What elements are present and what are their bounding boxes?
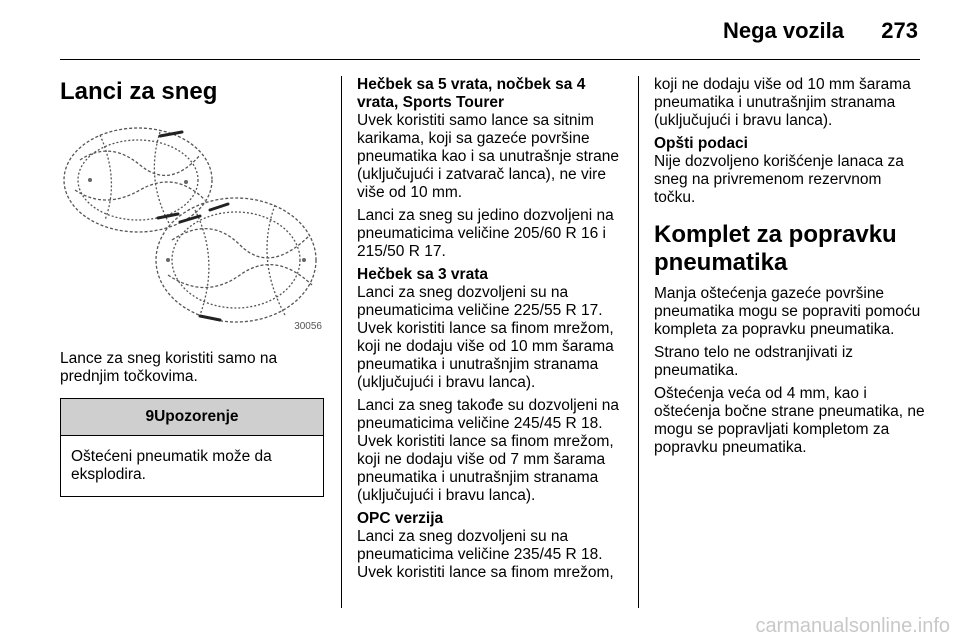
subheading-hatchback-3-door: Hečbek sa 3 vrata: [357, 266, 488, 283]
intro-paragraph: Lance za sneg koristiti samo na prednjim točkovima.: [60, 350, 278, 385]
warning-box: [60, 398, 324, 497]
warning-title: Upozorenje: [154, 408, 239, 425]
column-2: [357, 76, 629, 587]
subheading-opc: OPC verzija: [357, 510, 444, 527]
paragraph: Strano telo ne odstranjivati iz pneumatika.: [654, 344, 854, 379]
paragraph: Lanci za sneg takođe su dozvoljeni na pneumaticima veličine 245/45 R 18. Uvek koristiti lance sa finom mrežom, koji ne dodaju više od 7 mm šarama pneumatika i unutrašnjim stranama (uključujući i bravu lanca).: [357, 397, 619, 504]
paragraph: Uvek koristiti samo lance sa sitnim karikama, koji sa gazeće površine pneumatika kao i sa unutrašnje strane (uključujući i zatvarač lanca), ne vire više od 10 mm.: [357, 112, 619, 201]
snow-chains-figure: [60, 120, 322, 338]
watermark: carmanualsonline.info: [755, 615, 950, 637]
column-3: [654, 76, 926, 462]
section-title-snow-chains: Lanci za sneg: [60, 78, 218, 105]
paragraph: Manja oštećenja gazeće površine pneumatika mogu se popraviti pomoću kompleta za popravku pneumatika.: [654, 285, 921, 338]
subheading-hatchback-5-door: Hečbek sa 5 vrata, nočbek sa 4 vrata, Sports Tourer: [357, 76, 586, 111]
column-divider-1: [341, 76, 342, 608]
column-1: [60, 76, 324, 497]
paragraph: Nije dozvoljeno korišćenje lanaca za sneg na privremenom rezervnom točku.: [654, 153, 904, 206]
subheading-general-data: Opšti podaci: [654, 135, 748, 152]
header-title: Nega vozila: [722, 18, 844, 43]
paragraph: Lanci za sneg su jedino dozvoljeni na pneumaticima veličine 205/60 R 16 i 215/50 R 17.: [357, 207, 614, 260]
warning-text: Oštećeni pneumatik može da eksplodira.: [71, 448, 272, 483]
paragraph: Oštećenja veća od 4 mm, kao i oštećenja bočne strane pneumatika, ne mogu se popravljati kompletom za popravku pneumatika.: [654, 385, 925, 456]
warning-header: [61, 399, 323, 436]
figure-code: 30056: [294, 321, 322, 332]
page-number: 273: [881, 18, 918, 43]
paragraph: Lanci za sneg dozvoljeni su na pneumaticima veličine 225/55 R 17. Uvek koristiti lance sa finom mrežom, koji ne dodaju više od 10 mm šarama pneumatika i unutrašnjim stranama (uključujući i bravu lanca).: [357, 284, 614, 391]
header-rule: [60, 59, 920, 60]
warning-icon: 9: [145, 408, 155, 425]
section-title-repair-kit: Komplet za popravku pneumatika: [654, 221, 897, 276]
column-divider-2: [638, 76, 639, 608]
paragraph: Lanci za sneg dozvoljeni su na pneumaticima veličine 235/45 R 18. Uvek koristiti lance sa finom mrežom,: [357, 528, 614, 581]
snow-chains-illustration: [60, 120, 322, 338]
paragraph: koji ne dodaju više od 10 mm šarama pneumatika i unutrašnjim stranama (uključujući i bravu lanca).: [654, 76, 911, 129]
